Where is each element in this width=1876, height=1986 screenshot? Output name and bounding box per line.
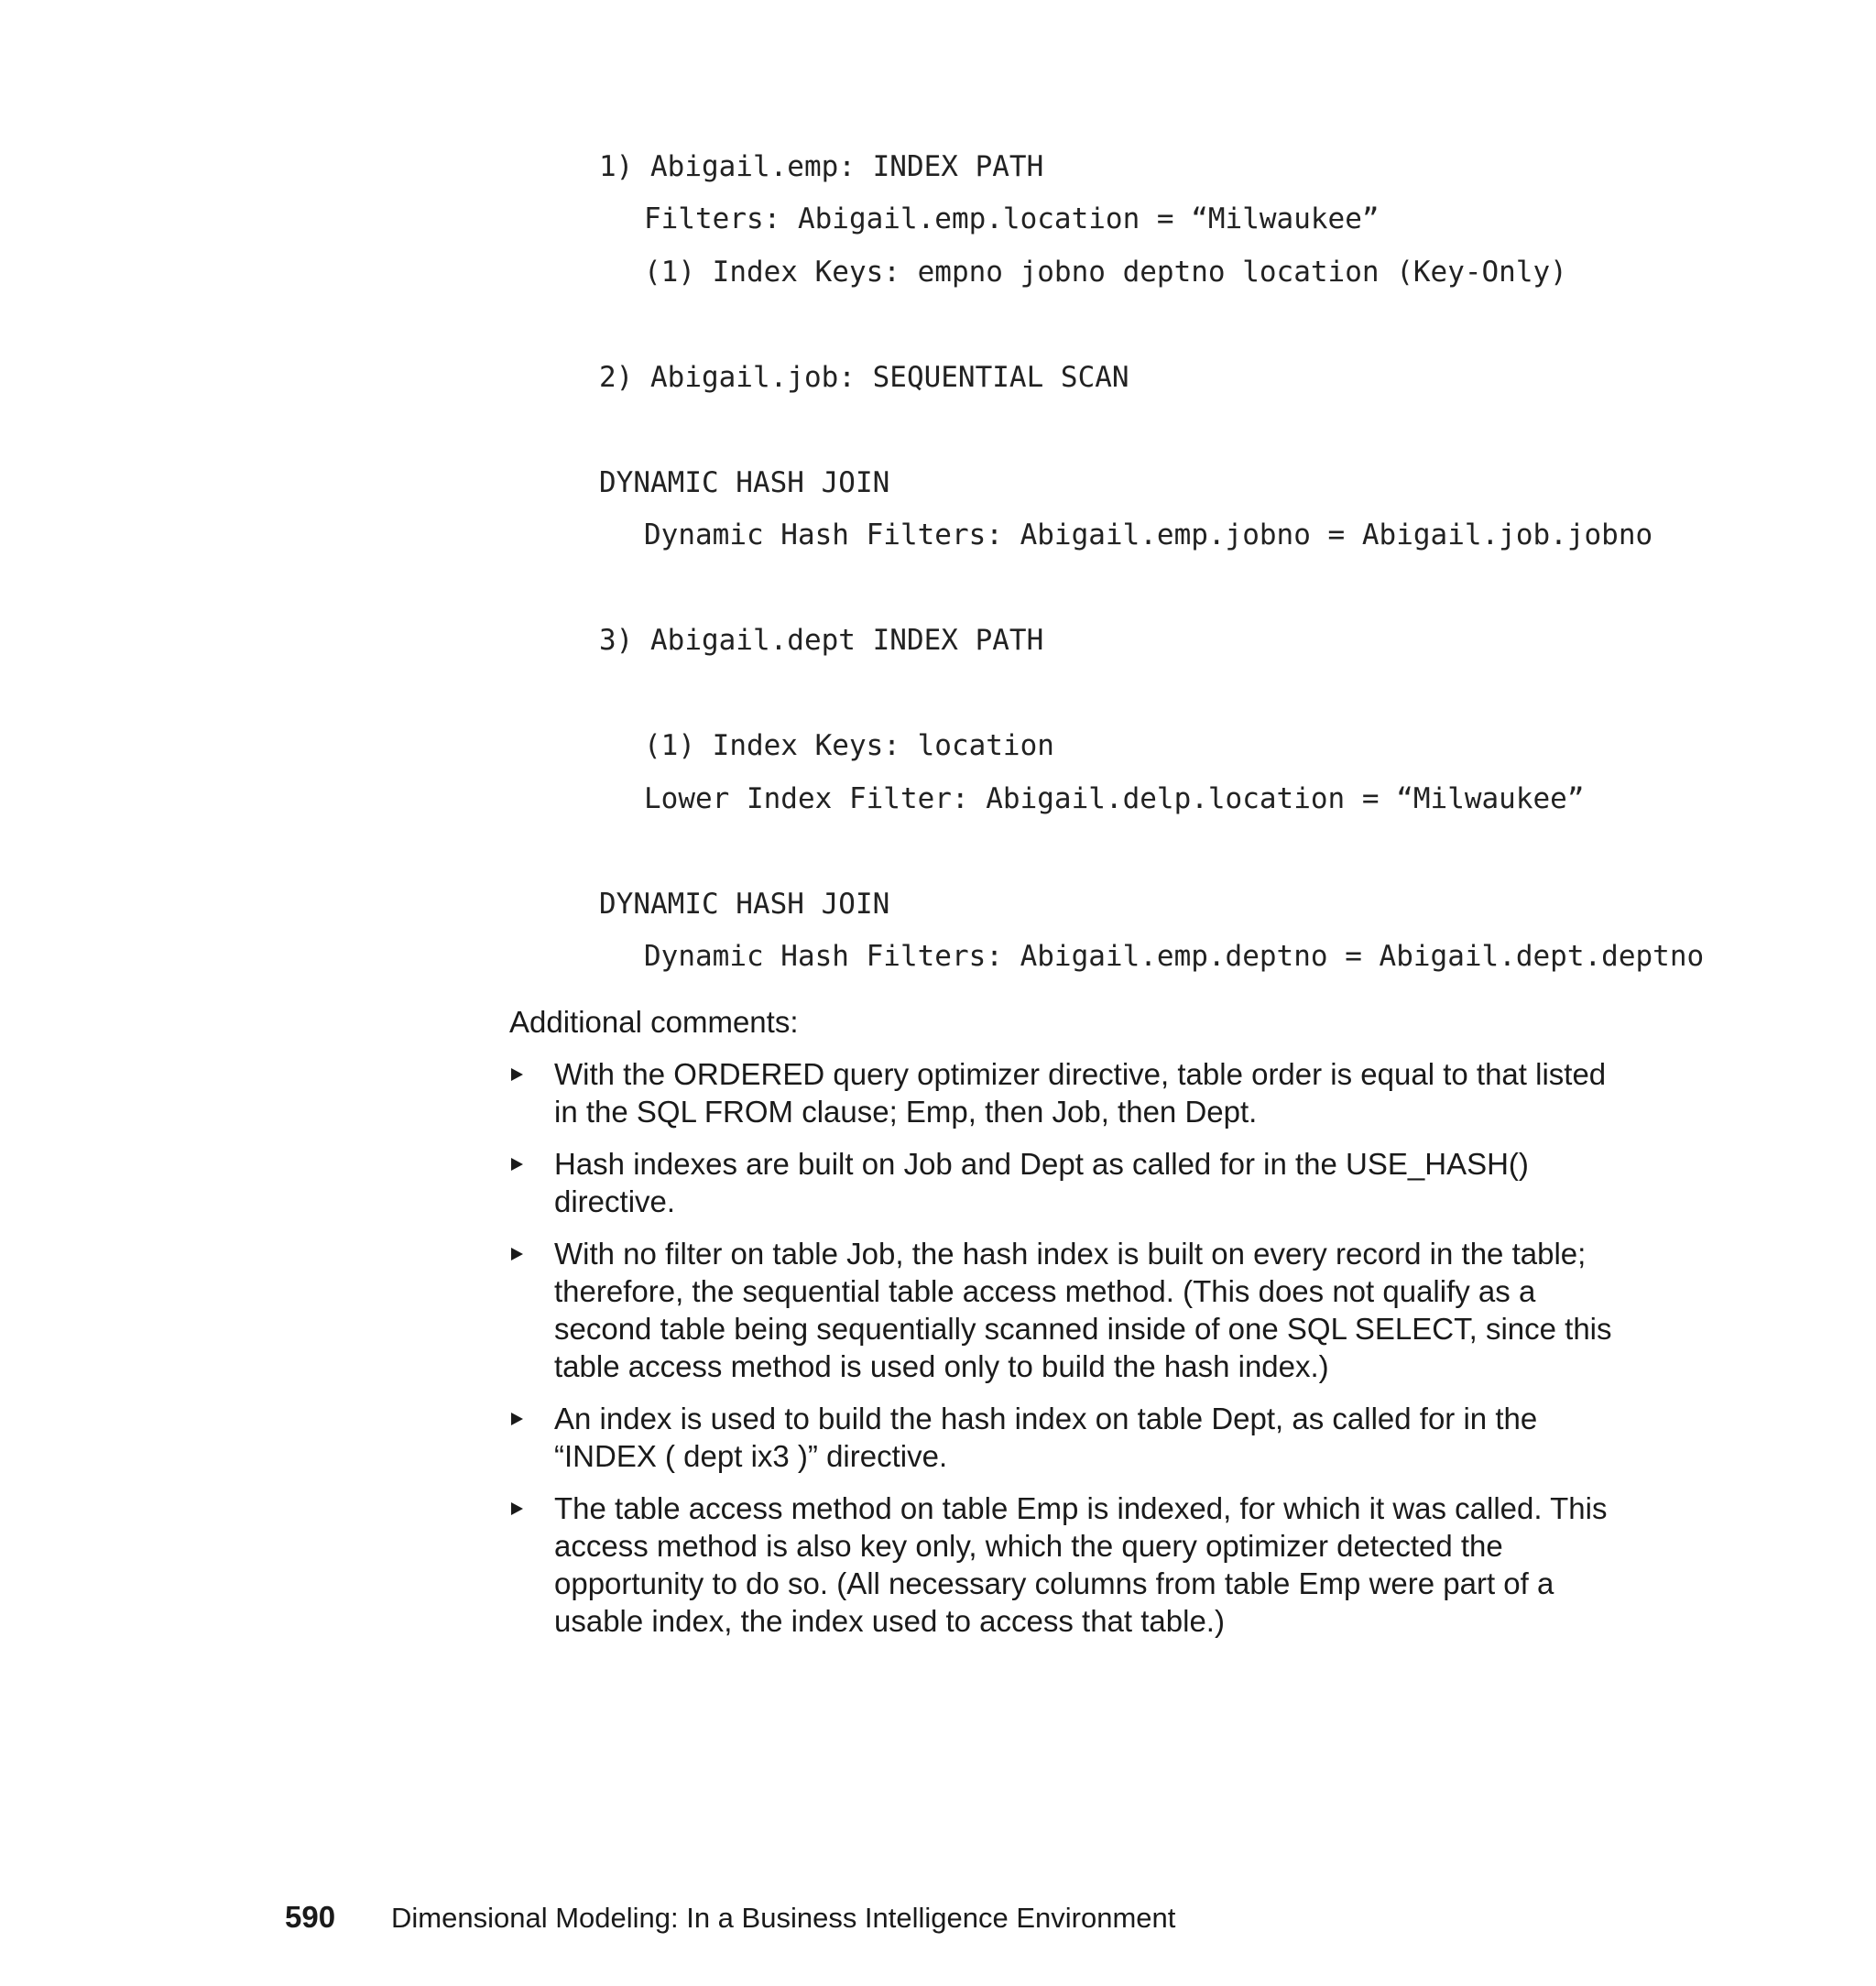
list-item [509, 1055, 1627, 1130]
code-line: Lower Index Filter: Abigail.delp.location = “Milwaukee” [644, 782, 1585, 815]
code-line: (1) Index Keys: empno jobno deptno location (Key-Only) [644, 256, 1567, 289]
list-item-text: With no filter on table Job, the hash index is built on every record in the table; therefore, the sequential table access method. (This does not qualify as a second table being sequentially scanned inside of one SQL SELECT, since this table access method is used only to build the hash index.) [554, 1237, 1612, 1383]
list-item-text: With the ORDERED query optimizer directive, table order is equal to that listed in the SQL FROM clause; Emp, then Job, then Dept. [554, 1057, 1607, 1129]
list-item-text: An index is used to build the hash index on table Dept, as called for in the “INDEX ( dept ix3 )” directive. [554, 1402, 1538, 1473]
code-line: 1) Abigail.emp: INDEX PATH [599, 150, 1044, 183]
triangle-bullet-icon [511, 1248, 523, 1260]
triangle-bullet-icon [511, 1068, 523, 1081]
code-line: 3) Abigail.dept INDEX PATH [599, 624, 1044, 657]
list-item [509, 1490, 1627, 1640]
book-title: Dimensional Modeling: In a Business Intelligence Environment [391, 1902, 1176, 1934]
list-item [509, 1145, 1627, 1220]
code-line: 2) Abigail.job: SEQUENTIAL SCAN [599, 361, 1129, 394]
additional-comments [509, 1003, 1627, 1654]
comments-list [509, 1055, 1627, 1640]
triangle-bullet-icon [511, 1413, 523, 1425]
list-item-text: The table access method on table Emp is indexed, for which it was called. This access method is also key only, which the query optimizer detected the opportunity to do so. (All necessary columns from table Emp were part of a usable index, the index used to access that table.) [554, 1491, 1608, 1638]
page-number: 590 [285, 1900, 336, 1934]
code-line: DYNAMIC HASH JOIN [599, 466, 890, 499]
page-footer [285, 1900, 1175, 1935]
list-item [509, 1235, 1627, 1385]
code-line: Dynamic Hash Filters: Abigail.emp.deptno = Abigail.dept.deptno [644, 940, 1705, 973]
code-listing [0, 0, 1705, 973]
code-line: DYNAMIC HASH JOIN [599, 888, 890, 921]
triangle-bullet-icon [511, 1502, 523, 1515]
list-item [509, 1400, 1627, 1475]
comments-heading: Additional comments: [509, 1005, 799, 1039]
list-item-text: Hash indexes are built on Job and Dept as called for in the USE_HASH() directive. [554, 1147, 1529, 1218]
code-line: Dynamic Hash Filters: Abigail.emp.jobno = Abigail.job.jobno [644, 518, 1653, 551]
code-line: Filters: Abigail.emp.location = “Milwaukee” [644, 202, 1380, 235]
code-line: (1) Index Keys: location [644, 729, 1054, 762]
triangle-bullet-icon [511, 1158, 523, 1171]
